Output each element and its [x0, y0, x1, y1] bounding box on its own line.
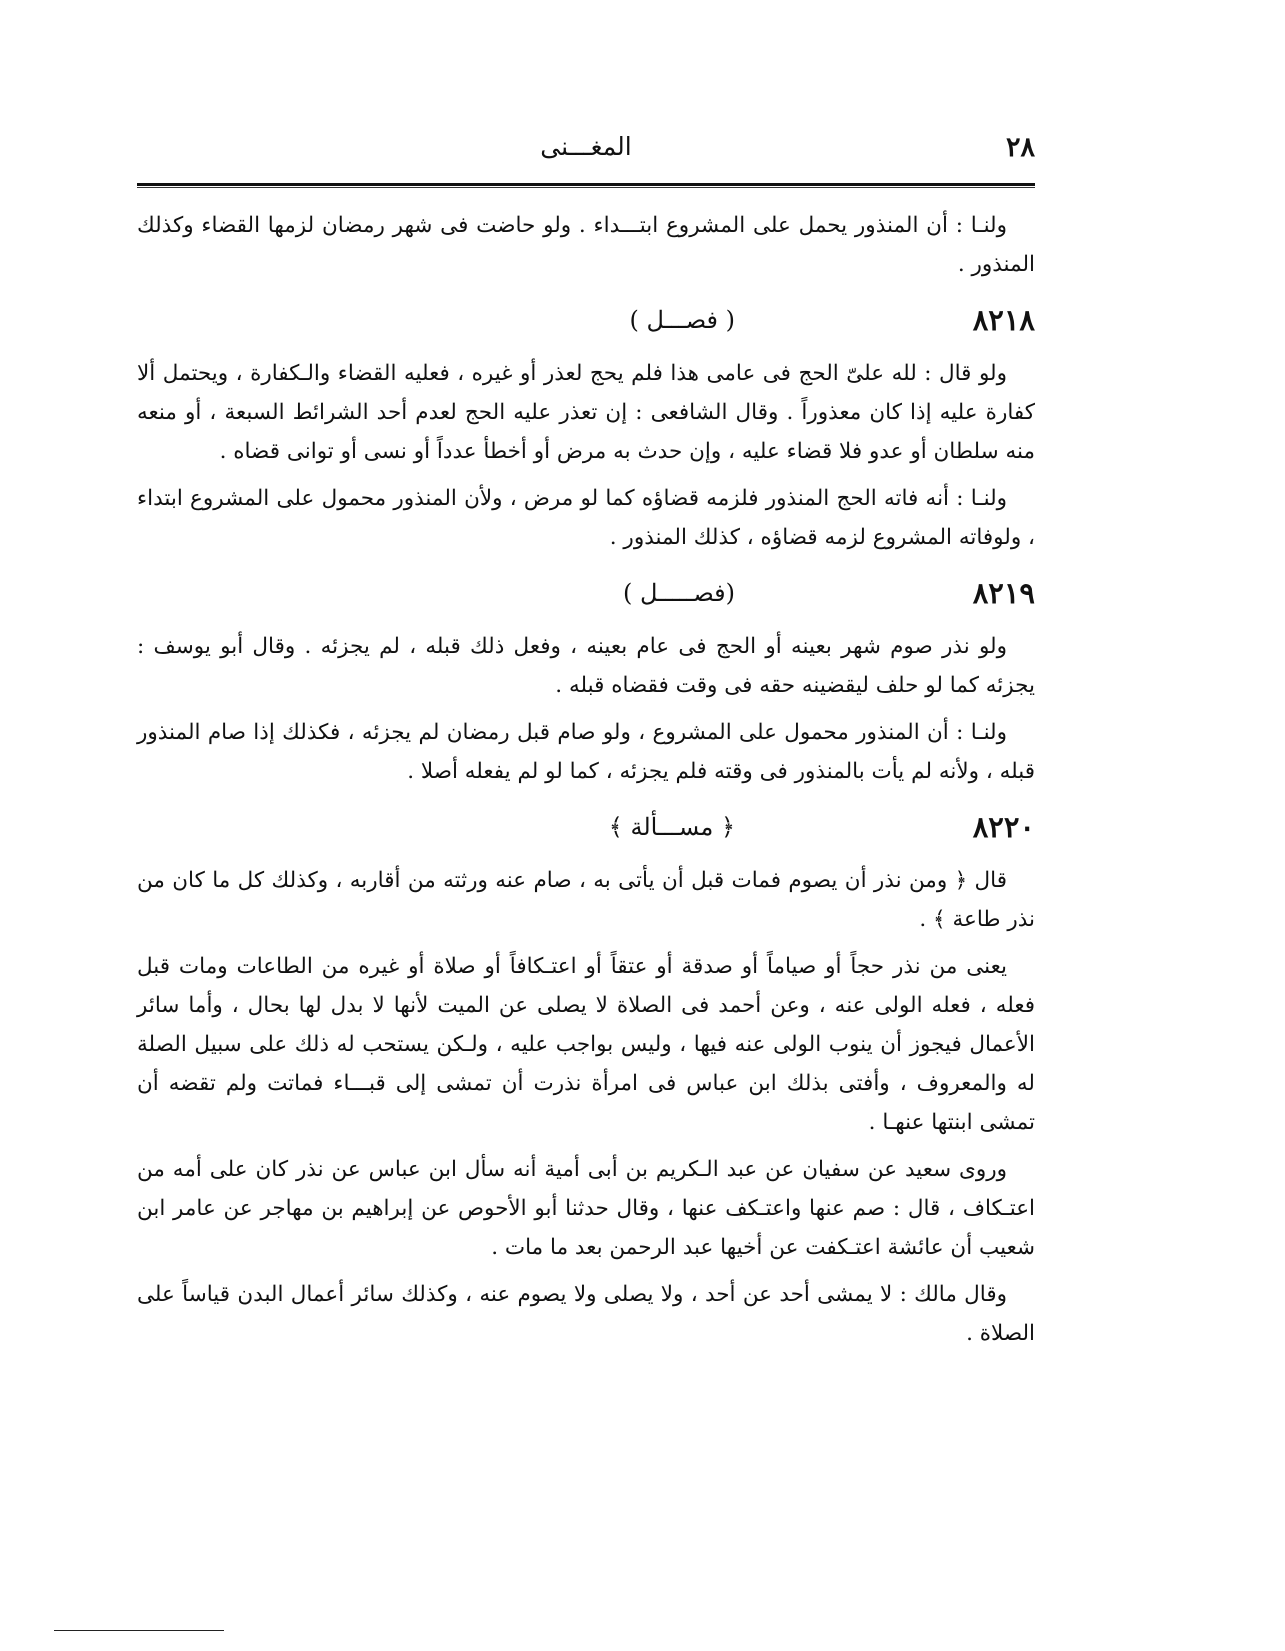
paragraph: وروى سعيد عن سفيان عن عبد الـكريم بن أبى أمية أنه سأل ابن عباس عن نذر كان على أمه من اعتـكاف ، قال : صم عنها واعتـكف عنها ، وقال حدثنا أبو الأحوص عن إبراهيم بن مهاجر عن عامر ابن شعيب أن عائشة اعتـكفت عن أخيها عبد الرحمن بعد ما مات . — [137, 1157, 1035, 1260]
running-title: المغـــنى — [540, 132, 632, 161]
section-number: ٨٢١٨ — [972, 302, 1035, 337]
section-heading — [137, 565, 1035, 621]
section-number: ٨٢٢٠ — [972, 809, 1035, 844]
section-number: ٨٢١٩ — [972, 575, 1035, 610]
paragraph: ولو نذر صوم شهر بعينه أو الحج فى عام بعينه ، وفعل ذلك قبله ، لم يجزئه . وقال أبو يوسف : يجزئه كما لو حلف ليقضينه حقه فى وقت فقضاه قبله . — [137, 634, 1035, 698]
paragraph: يعنى من نذر حجاً أو صياماً أو صدقة أو عتقاً أو اعتـكافاً أو صلاة أو غيره من الطاعات ومات قبل فعله ، فعله الولى عنه ، وعن أحمد فى الصلاة لا يصلى عن الميت لأنها لا بدل لها بحال ، وأما سائر الأعمال فيجوز أن ينوب الولى عنه فيها ، وليس بواجب عليه ، ولـكن يستحب له ذلك على سبيل الصلة له والمعروف ، وأفتى بذلك ابن عباس فى امرأة نذرت أن تمشى إلى قبـــاء فماتت ولم تقضه أن تمشى ابنتها عنهـا . — [137, 954, 1035, 1135]
page-number: ٢٨ — [1005, 132, 1035, 163]
section-label: ﴿ مســـألة ﴾ — [608, 812, 735, 841]
header-rule — [137, 183, 1035, 186]
section-heading — [137, 292, 1035, 348]
page-body — [137, 206, 1035, 1361]
paragraph: قال ﴿ ومن نذر أن يصوم فمات قبل أن يأتى به ، صام عنه ورثته من أقاربه ، وكذلك كل ما كان من نذر طاعة ﴾ . — [137, 868, 1035, 932]
paragraph: وقال مالك : لا يمشى أحد عن أحد ، ولا يصلى ولا يصوم عنه ، وكذلك سائر أعمال البدن قياساً على الصلاة . — [137, 1282, 1035, 1346]
paragraph: ولنـا : أنه فاته الحج المنذور فلزمه قضاؤه كما لو مرض ، ولأن المنذور محمول على المشروع ابتداء ، ولوفاته المشروع لزمه قضاؤه ، كذلك المنذور . — [137, 486, 1035, 550]
paragraph: ولنـا : أن المنذور يحمل على المشروع ابتـــداء . ولو حاضت فى شهر رمضان لزمها القضاء وكذلك المنذور . — [137, 213, 1035, 277]
section-label: ( فصـــل ) — [629, 305, 735, 334]
footnote-rule — [54, 1630, 224, 1631]
page-header — [137, 132, 1035, 176]
section-label: (فصـــــل ) — [623, 578, 735, 607]
paragraph: ولنـا : أن المنذور محمول على المشروع ، ولو صام قبل رمضان لم يجزئه ، فكذلك إذا صام المنذور قبله ، ولأنه لم يأت بالمنذور فى وقته فلم يجزئه ، كما لو لم يفعله أصلا . — [137, 720, 1035, 784]
header-rule-thin — [137, 187, 1035, 188]
section-heading — [137, 799, 1035, 855]
paragraph: ولو قال : لله علىّ الحج فى عامى هذا فلم يحج لعذر أو غيره ، فعليه القضاء والـكفارة ، ويحتمل ألا كفارة عليه إذا كان معذوراً . وقال الشافعى : إن تعذر عليه الحج لعدم أحد الشرائط السبعة ، أو منعه منه سلطان أو عدو فلا قضاء عليه ، وإن حدث به مرض أو أخطأ عدداً أو نسى أو توانى قضاه . — [137, 361, 1035, 464]
